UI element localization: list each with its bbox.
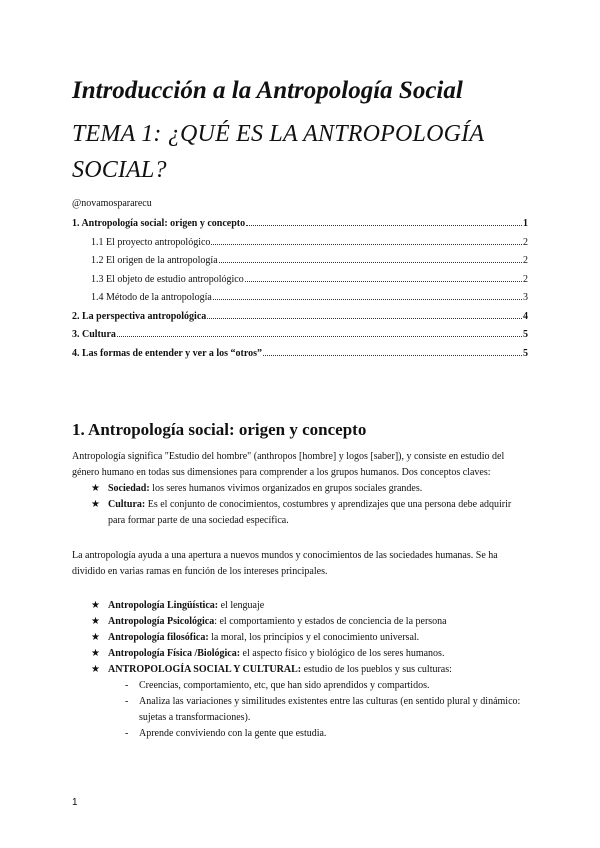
concept-text: Es el conjunto de conocimientos, costumbres y aprendizajes que una persona debe adquirir para formar parte de una sociedad específica. (108, 499, 512, 526)
star-bullet-icon: ★ (91, 632, 100, 643)
branch-text: : el comportamiento y estados de conciencia de la persona (214, 616, 447, 627)
toc-entry-label: 2. La perspectiva antropológica (72, 310, 207, 322)
list-item (91, 630, 528, 646)
toc-entry-label: 1.2 El origen de la antropología (91, 255, 218, 266)
toc-entry-page: 2 (523, 255, 528, 266)
star-bullet-icon: ★ (91, 483, 100, 494)
toc-entry-page: 3 (523, 292, 528, 303)
section-heading: 1. Antropología social: origen y concepto (72, 420, 367, 439)
list-item (91, 614, 528, 630)
table-of-contents (72, 217, 528, 365)
toc-entry-3[interactable] (72, 328, 528, 347)
toc-entry-page: 1 (523, 218, 528, 229)
toc-leader-dots (219, 254, 522, 263)
sub-item-text: Analiza las variaciones y similitudes existentes entre las culturas (en sentido plural y dinámico: sujetas a transformaciones). (139, 696, 521, 723)
body-paragraph: La antropología ayuda a una apertura a nuevos mundos y conocimientos de las sociedades humanas. Se ha dividido en varias ramas en función de los intereses principales. (72, 550, 498, 577)
toc-entry-page: 2 (523, 273, 528, 285)
list-item (91, 598, 528, 614)
toc-leader-dots (207, 310, 522, 319)
document-title: Introducción a la Antropología Social (72, 77, 463, 104)
toc-leader-dots (245, 273, 522, 282)
toc-entry-1[interactable] (72, 217, 528, 236)
toc-entry-2[interactable] (72, 310, 528, 329)
concepts-list (91, 481, 528, 529)
concept-term: Cultura: (108, 499, 146, 510)
toc-leader-dots (263, 347, 522, 356)
topic-heading: TEMA 1: ¿QUÉ ES LA ANTROPOLOGÍA SOCIAL? (72, 121, 484, 183)
star-bullet-icon: ★ (91, 600, 100, 611)
sub-item-text: Aprende conviviendo con la gente que estudia. (139, 728, 327, 739)
list-item (91, 497, 528, 529)
star-bullet-icon: ★ (91, 499, 100, 510)
branch-term: ANTROPOLOGÍA SOCIAL Y CULTURAL: (108, 664, 302, 675)
sub-list-item (125, 694, 528, 726)
dash-bullet: - (125, 728, 129, 739)
branch-text: el aspecto físico y biológico de los seres humanos. (240, 648, 445, 659)
toc-leader-dots (117, 328, 522, 337)
toc-leader-dots (211, 236, 522, 245)
toc-entry-1-1[interactable] (72, 236, 528, 255)
dash-bullet: - (125, 680, 129, 691)
intro-paragraph: Antropología significa "Estudio del hombre" (anthropos [hombre] y logos [saber]), y consiste en estudio del género humano en todas sus dimensiones para comprender a los grupos humanos. Dos conceptos claves: (72, 451, 505, 478)
branch-term: Antropología Lingüística: (108, 600, 219, 611)
concept-text: los seres humanos vivimos organizados en grupos sociales grandes. (149, 483, 423, 494)
branch-term: Antropología Psicológica (108, 616, 215, 627)
sub-list-item (125, 678, 528, 694)
branch-term: Antropología filosófica: (108, 632, 209, 643)
concept-term: Sociedad: (108, 483, 150, 494)
author-handle: @novamospararecu (72, 198, 152, 209)
branches-list (91, 598, 528, 742)
sub-list (91, 678, 528, 742)
toc-entry-label: 1.4 Método de la antropología (91, 292, 212, 303)
toc-entry-label: 3. Cultura (72, 329, 116, 340)
page-number: 1 (72, 797, 78, 808)
list-item (91, 481, 528, 497)
toc-entry-1-2[interactable] (72, 254, 528, 273)
toc-entry-label: 1.3 El objeto de estudio antropológico (91, 273, 244, 285)
toc-entry-label: 1. Antropología social: origen y concepto (72, 218, 246, 229)
branch-term: Antropología Física /Biológica: (108, 648, 241, 659)
dash-bullet: - (125, 696, 129, 707)
toc-entry-4[interactable] (72, 347, 528, 366)
toc-entry-page: 2 (523, 236, 528, 248)
toc-entry-1-4[interactable] (72, 291, 528, 310)
toc-entry-page: 5 (523, 347, 528, 359)
branch-text: el lenguaje (218, 600, 265, 611)
toc-entry-page: 4 (523, 310, 528, 322)
toc-entry-label: 1.1 El proyecto antropológico (91, 236, 211, 248)
branch-text: estudio de los pueblos y sus culturas: (301, 664, 452, 675)
toc-entry-label: 4. Las formas de entender y ver a los “otros” (72, 347, 262, 359)
star-bullet-icon: ★ (91, 664, 100, 675)
toc-leader-dots (246, 217, 522, 226)
branch-text: la moral, los principios y el conocimiento universal. (208, 632, 420, 643)
toc-entry-1-3[interactable] (72, 273, 528, 292)
star-bullet-icon: ★ (91, 616, 100, 627)
sub-list-item (125, 726, 528, 742)
toc-leader-dots (213, 291, 522, 300)
star-bullet-icon: ★ (91, 648, 100, 659)
sub-item-text: Creencias, comportamiento, etc, que han sido aprendidos y compartidos. (139, 680, 430, 691)
list-item (91, 646, 528, 662)
list-item (91, 662, 528, 678)
toc-entry-page: 5 (523, 329, 528, 340)
